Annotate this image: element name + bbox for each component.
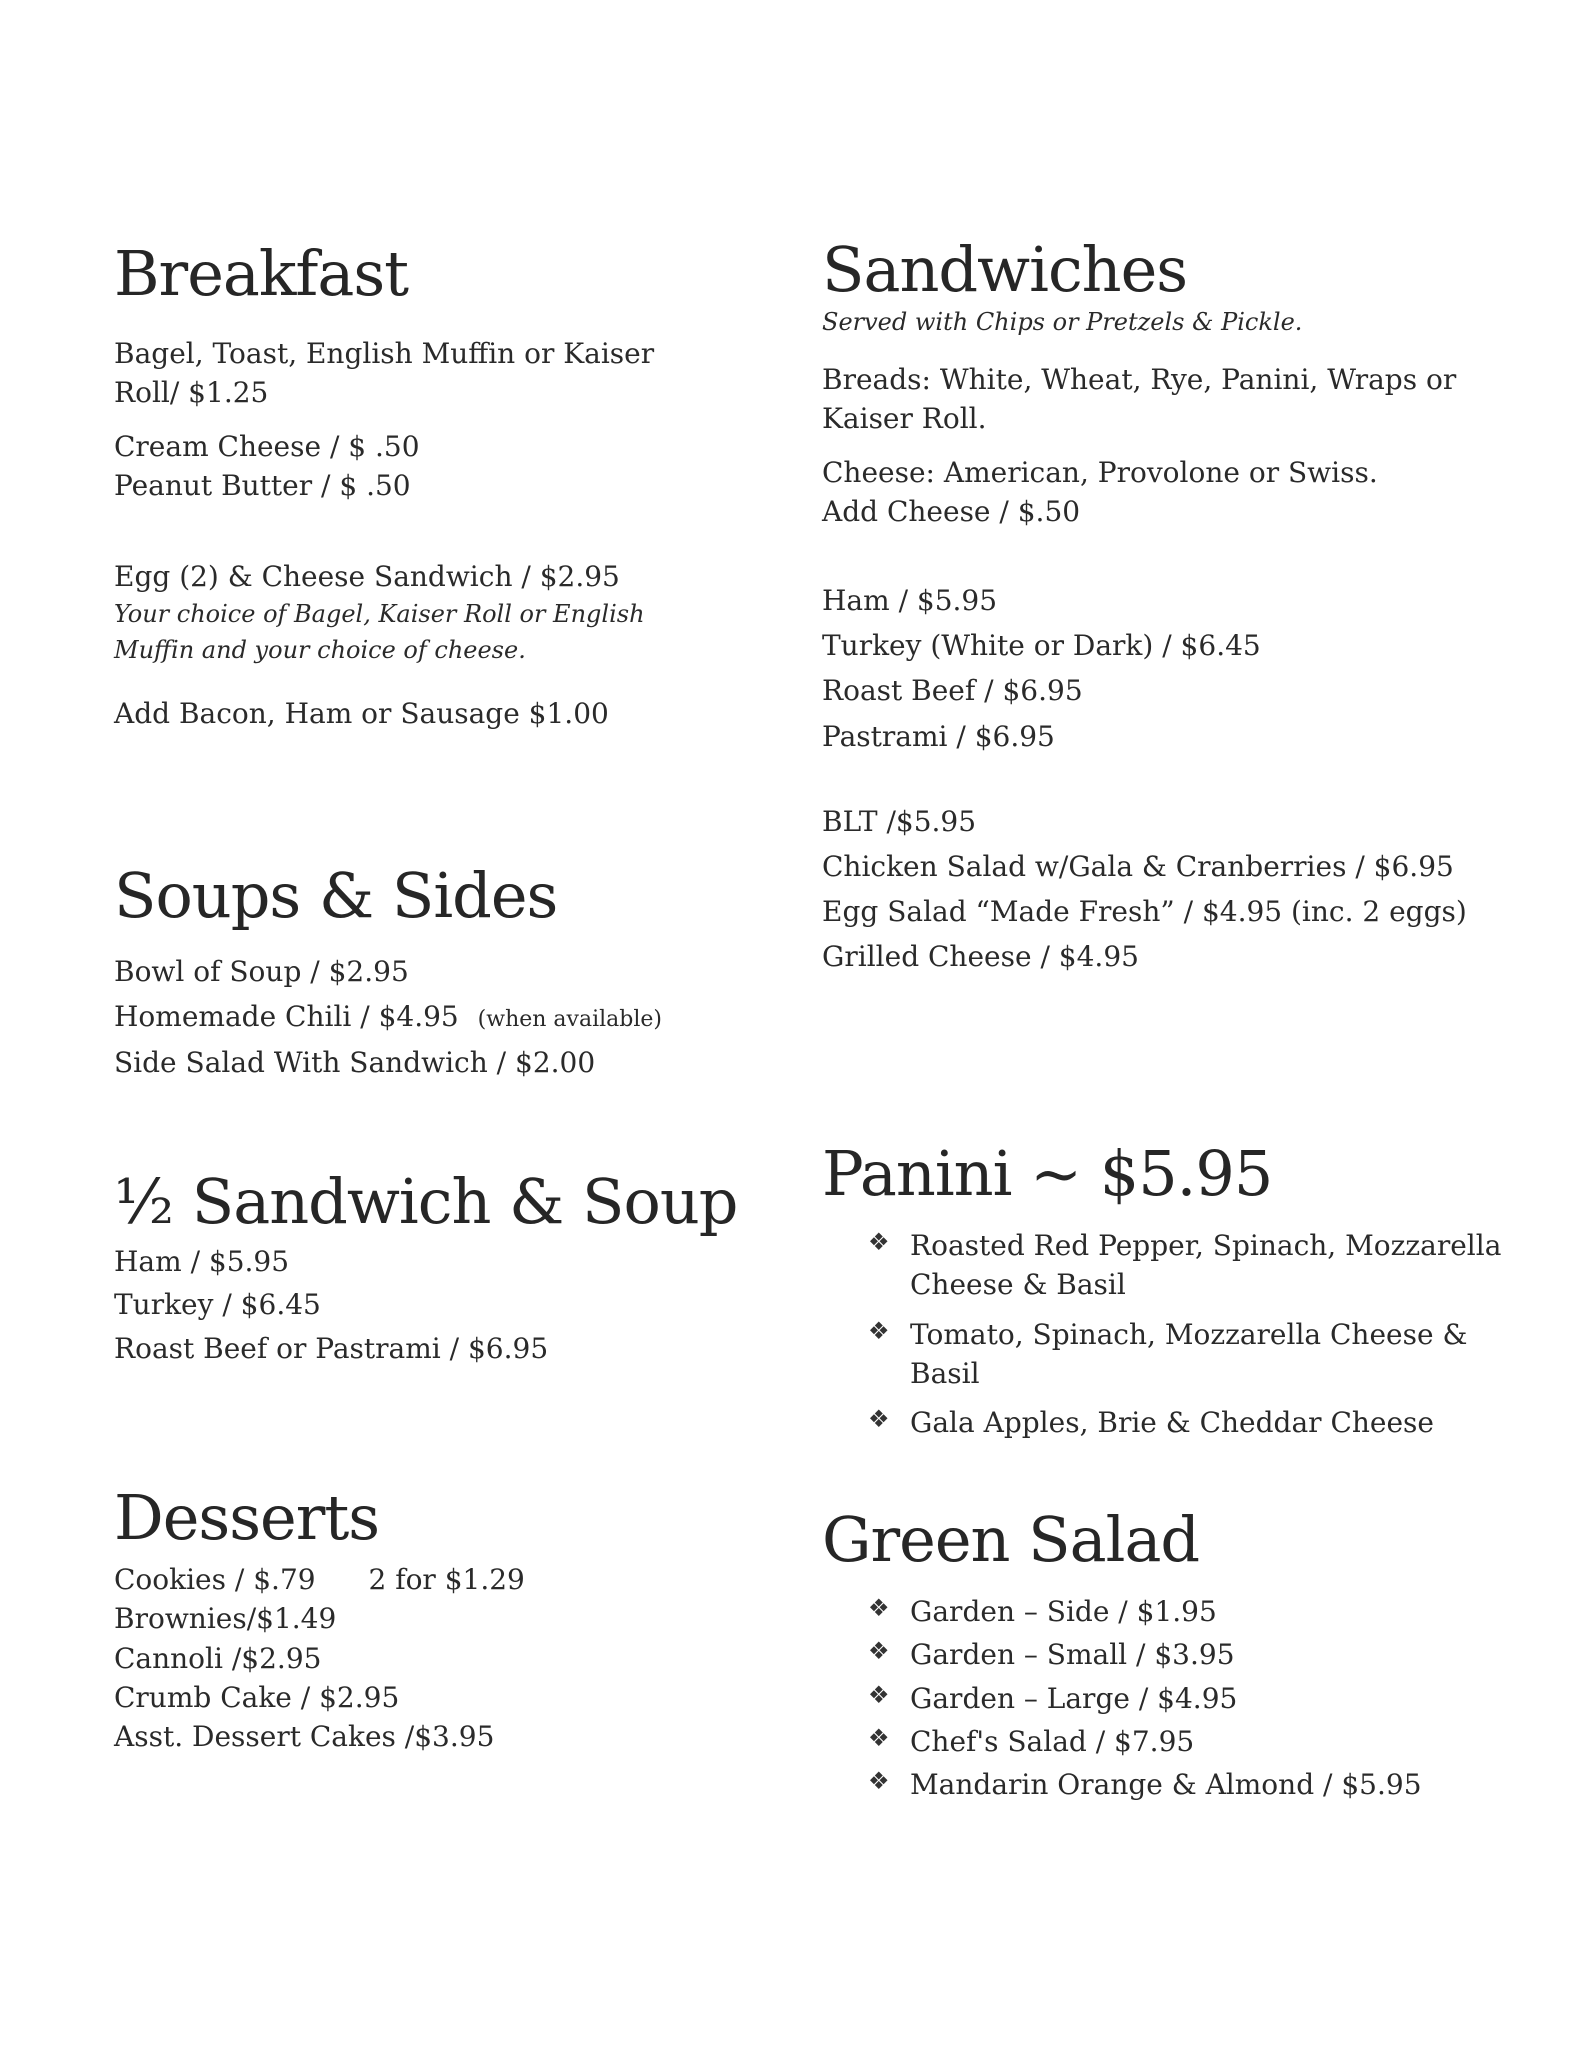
list-item: ❖ Roasted Red Pepper, Spinach, Mozzarella Cheese & Basil — [868, 1228, 1502, 1302]
ham-item: Ham / $5.95 — [822, 583, 998, 617]
list-item: ❖ Garden – Small / $3.95 — [868, 1637, 1235, 1672]
diamond-bullet-icon: ❖ — [868, 1680, 890, 1709]
cookies-item — [114, 1560, 674, 1599]
cheese-item: Cheese: American, Provolone or Swiss. — [822, 455, 1378, 489]
diamond-bullet-icon: ❖ — [868, 1637, 890, 1666]
diamond-bullet-icon: ❖ — [868, 1594, 890, 1623]
green-salad-heading: Green Salad — [822, 1503, 1200, 1576]
green-salad-list — [822, 1592, 1502, 1804]
breakfast-bread-item: Bagel, Toast, English Muffin or Kaiser Roll/ $1.25 — [114, 337, 655, 410]
side-salad-item: Side Salad With Sandwich / $2.00 — [114, 1045, 596, 1079]
egg-sandwich-note: Your choice of Bagel, Kaiser Roll or English Muffin and your choice of cheese. — [114, 600, 645, 665]
chicken-salad-item: Chicken Salad w/Gala & Cranberries / $6.95 — [822, 849, 1454, 883]
panini-section — [822, 1137, 1502, 1452]
bowl-soup-item: Bowl of Soup / $2.95 — [114, 955, 409, 989]
cookies-deal: 2 for $1.29 — [368, 1563, 525, 1597]
list-item: ❖ Tomato, Spinach, Mozzarella Cheese & Basil — [868, 1316, 1468, 1390]
cannoli-item: Cannoli /$2.95 — [114, 1641, 322, 1675]
blt-item: BLT /$5.95 — [822, 804, 977, 838]
roast-beef-item: Roast Beef / $6.95 — [822, 674, 1083, 708]
desserts-section — [114, 1481, 674, 1756]
breakfast-heading: Breakfast — [114, 237, 409, 310]
panini-heading: Panini ~ $5.95 — [822, 1137, 1273, 1210]
diamond-bullet-icon: ❖ — [868, 1723, 890, 1752]
egg-salad-item: Egg Salad “Made Fresh” / $4.95 (inc. 2 eggs) — [822, 895, 1467, 929]
sandwiches-section — [822, 233, 1502, 976]
add-cheese-item: Add Cheese / $.50 — [822, 494, 1081, 528]
half-ham-item: Ham / $5.95 — [114, 1245, 290, 1279]
grilled-cheese-item: Grilled Cheese / $4.95 — [822, 940, 1139, 974]
brownies-item: Brownies/$1.49 — [114, 1602, 337, 1636]
half-sandwich-soup-section — [114, 1165, 754, 1368]
list-item: ❖ Chef's Salad / $7.95 — [868, 1723, 1195, 1758]
half-roast-item: Roast Beef or Pastrami / $6.95 — [114, 1331, 549, 1365]
desserts-heading: Desserts — [114, 1481, 380, 1554]
diamond-bullet-icon: ❖ — [868, 1404, 890, 1433]
sandwiches-subtitle: Served with Chips or Pretzels & Pickle. — [822, 308, 1303, 337]
chili-label: Homemade Chili / $4.95 — [114, 1000, 459, 1034]
egg-sandwich-item: Egg (2) & Cheese Sandwich / $2.95 — [114, 559, 620, 593]
crumb-cake-item: Crumb Cake / $2.95 — [114, 1680, 400, 1714]
panini-list — [822, 1226, 1502, 1442]
soups-sides-section — [114, 859, 714, 1082]
turkey-item: Turkey (White or Dark) / $6.45 — [822, 629, 1261, 663]
sandwiches-heading: Sandwiches — [822, 233, 1188, 306]
chili-note: (when available) — [477, 1007, 662, 1033]
diamond-bullet-icon: ❖ — [868, 1316, 890, 1345]
add-meat-item: Add Bacon, Ham or Sausage $1.00 — [114, 697, 609, 731]
list-item: ❖ Gala Apples, Brie & Cheddar Cheese — [868, 1404, 1434, 1439]
breads-item: Breads: White, Wheat, Rye, Panini, Wraps or Kaiser Roll. — [822, 363, 1457, 436]
green-salad-section — [822, 1503, 1502, 1808]
cream-cheese-item: Cream Cheese / $ .50 — [114, 429, 420, 463]
peanut-butter-item: Peanut Butter / $ .50 — [114, 468, 411, 502]
chili-item — [114, 997, 714, 1036]
diamond-bullet-icon: ❖ — [868, 1228, 890, 1257]
diamond-bullet-icon: ❖ — [868, 1766, 890, 1795]
breakfast-section — [114, 237, 674, 733]
soups-sides-heading: Soups & Sides — [114, 859, 558, 932]
list-item: ❖ Garden – Large / $4.95 — [868, 1680, 1238, 1715]
half-turkey-item: Turkey / $6.45 — [114, 1288, 321, 1322]
list-item: ❖ Mandarin Orange & Almond / $5.95 — [868, 1766, 1422, 1801]
list-item: ❖ Garden – Side / $1.95 — [868, 1594, 1217, 1629]
cookies-label: Cookies / $.79 — [114, 1563, 316, 1597]
half-sandwich-heading: ½ Sandwich & Soup — [114, 1165, 738, 1238]
pastrami-item: Pastrami / $6.95 — [822, 719, 1055, 753]
dessert-cakes-item: Asst. Dessert Cakes /$3.95 — [114, 1719, 495, 1753]
